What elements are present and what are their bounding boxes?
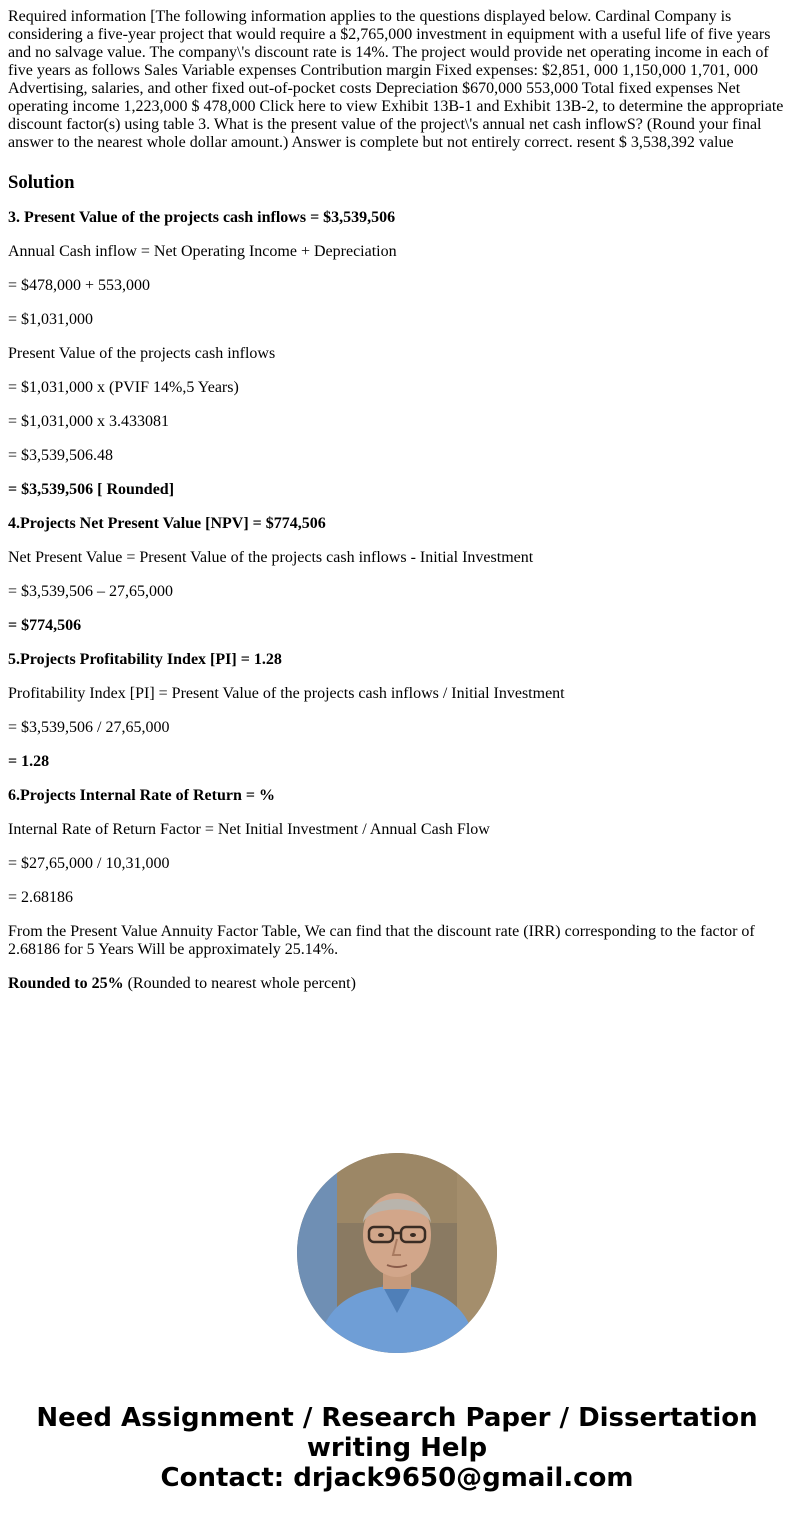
solution-line: = $1,031,000 x (PVIF 14%,5 Years) [8,379,239,396]
footer-line-2: writing Help [306,1433,488,1463]
solution-line: = 2.68186 [8,889,74,906]
solution-line: Annual Cash inflow = Net Operating Income + Depreciation [8,243,397,260]
solution-line: = $478,000 + 553,000 [8,277,151,294]
solution-line: = $3,539,506.48 [8,447,114,464]
solution-line: = $3,539,506 – 27,65,000 [8,583,174,600]
irr-conclusion [8,975,786,993]
footer-line-1: Need Assignment / Research Paper / Dissertation [36,1403,758,1433]
question-text: Required information [The following information applies to the questions displayed below. Cardinal Company is considering a five-year project that would require a $2,765,000 investment in equipment with a useful life of five years and no salvage value. The company\'s discount rate is 14%. The project would provide net operating income in each of five years as follows Sales Variable expenses Contribution margin Fixed expenses: $2,851, 000 1,150,000 1,701, 000 Advertising, salaries, and other fixed out-of-pocket costs Depreciation $670,000 553,000 Total fixed expenses Net operating income 1,223,000 $ 478,000 Click here to view Exhibit 13B-1 and Exhibit 13B-2, to determine the appropriate discount factor(s) using table 3. What is the present value of the project\'s annual net cash inflowS? (Round your final answer to the nearest whole dollar amount.) Answer is complete but not entirely correct. resent $ 3,538,392 value [8,8,784,151]
document-content [8,8,786,1009]
solution-line: From the Present Value Annuity Factor Table, We can find that the discount rate (IRR) corresponding to the factor of 2.68186 for 5 Years Will be approximately 25.14%. [8,923,755,958]
solution-line: Net Present Value = Present Value of the projects cash inflows - Initial Investment [8,549,534,566]
author-portrait [297,1153,497,1353]
irr-rounded: Rounded to 25% [8,975,124,992]
solution-line: = $27,65,000 / 10,31,000 [8,855,170,872]
pv-heading: 3. Present Value of the projects cash inflows = $3,539,506 [8,209,396,226]
solution-line: = $3,539,506 / 27,65,000 [8,719,170,736]
pi-heading: 5.Projects Profitability Index [PI] = 1.28 [8,651,282,668]
solution-line: Present Value of the projects cash inflows [8,345,276,362]
solution-line: Profitability Index [PI] = Present Value of the projects cash inflows / Initial Investment [8,685,565,702]
irr-heading: 6.Projects Internal Rate of Return = % [8,787,275,804]
solution-heading: Solution [8,172,75,193]
footer-contact: Contact: drjack9650@gmail.com [160,1463,634,1493]
pv-result: = $3,539,506 [ Rounded] [8,481,175,498]
pi-result: = 1.28 [8,753,50,770]
solution-line: = $1,031,000 x 3.433081 [8,413,170,430]
promo-footer [0,1403,794,1493]
irr-rounded-note: (Rounded to nearest whole percent) [123,975,356,992]
solution-line: Internal Rate of Return Factor = Net Initial Investment / Annual Cash Flow [8,821,490,838]
npv-heading: 4.Projects Net Present Value [NPV] = $774,506 [8,515,326,532]
author-avatar [297,1153,497,1353]
solution-line: = $1,031,000 [8,311,94,328]
npv-result: = $774,506 [8,617,82,634]
